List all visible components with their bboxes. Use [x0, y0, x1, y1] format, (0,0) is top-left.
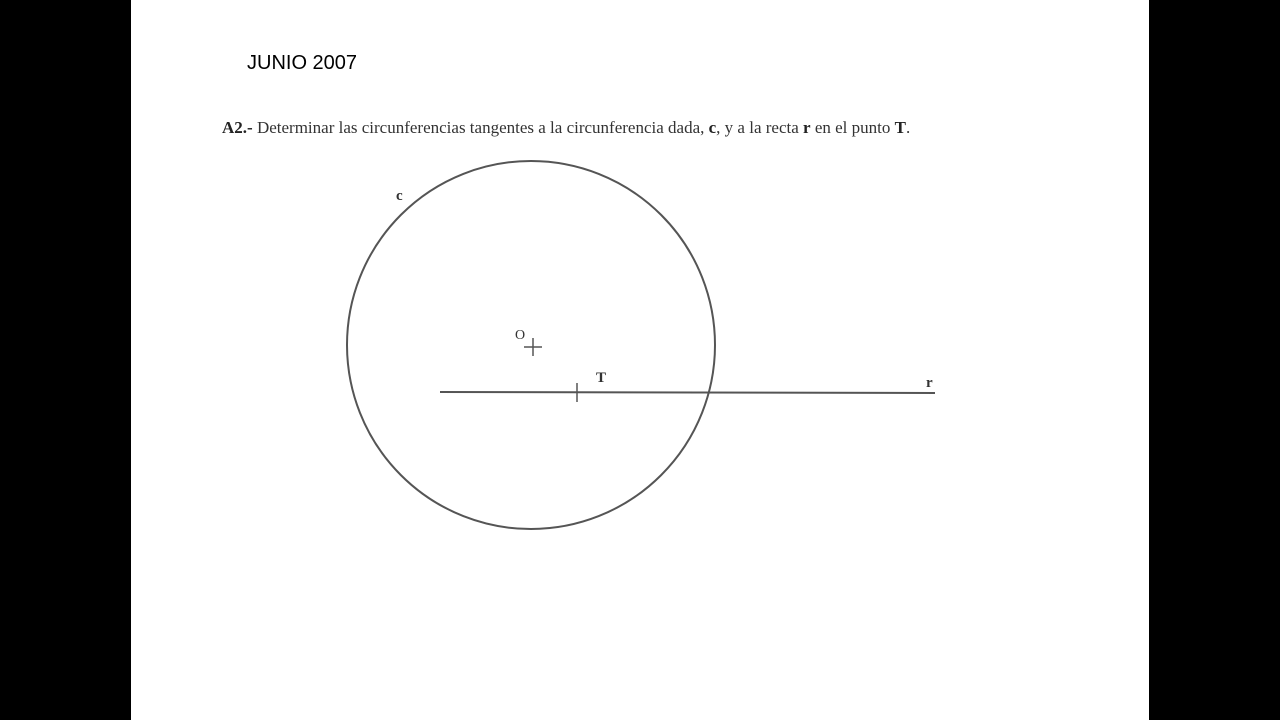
line-symbol: r — [803, 118, 811, 137]
problem-text-1: Determinar las circunferencias tangentes a la circunferencia dada, — [252, 118, 709, 137]
problem-text-2: , y a la recta — [716, 118, 804, 137]
problem-number: A2.- — [222, 118, 253, 137]
exam-date-heading: JUNIO 2007 — [247, 52, 358, 74]
circle-label-c: c — [396, 188, 403, 204]
line-r — [440, 392, 935, 393]
given-circle-c — [347, 161, 715, 529]
problem-text-4: . — [905, 118, 911, 137]
problem-text-3: en el punto — [810, 118, 895, 137]
point-symbol: T — [894, 118, 906, 137]
point-label-t: T — [596, 370, 607, 386]
center-label-o: O — [515, 328, 526, 343]
line-label-r: r — [926, 375, 933, 391]
circle-symbol: c — [708, 118, 717, 137]
exam-page — [131, 0, 1149, 720]
geometry-figure — [131, 0, 1149, 720]
